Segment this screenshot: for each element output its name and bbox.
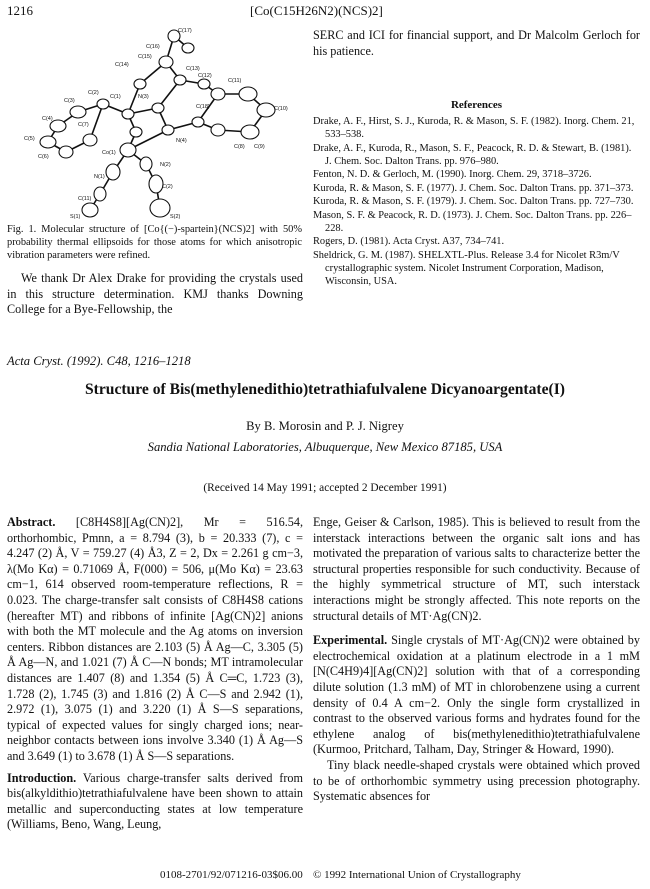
atom-label: C(10): [274, 106, 288, 112]
atom-label: S(2): [170, 214, 181, 220]
atom-label: N(3): [138, 94, 149, 100]
molecular-structure-figure: [18, 22, 308, 222]
figure-caption-text: Fig. 1. Molecular structure of [Co{(−)-spartein}(NCS)2] with 50% probability thermal ellipsoids for those atoms for which anisotropic vibration parameters were refined.: [7, 224, 302, 261]
atom-label: C(1): [110, 94, 121, 100]
introduction-text: Various charge-transfer salts derived from bis(alkyldithio)tetrathiafulvalene have been shown to attain metallic and superconducting states at low temperature (Williams, Beno, Wang, Leung,: [7, 770, 303, 832]
experimental-label: Experimental.: [313, 633, 388, 648]
atom-label: C(5): [24, 136, 35, 142]
reference-item: Drake, A. F., Kuroda, R., Mason, S. F., Peacock, R. D. & Stewart, B. (1981). J. Chem. Soc. Dalton Trans. pp. 976–980.: [313, 142, 632, 167]
acknowledgements-left: We thank Dr Alex Drake for providing the crystals used in this structure determination. KMJ thanks Downing College for a Bye-Fellowship, the: [7, 271, 303, 317]
atom-label: C(8): [234, 144, 245, 150]
atom-label: C(7): [78, 122, 89, 128]
acknowledgements-right: SERC and ICI for financial support, and Dr Malcolm Gerloch for his patience.: [313, 28, 640, 58]
atom-label: C(3): [64, 98, 75, 104]
atom-label: N(4): [176, 138, 187, 144]
atom-label: C(11): [228, 78, 242, 84]
right-column-body: [313, 515, 640, 805]
experimental-paragraph-2: Tiny black needle-shaped crystals were obtained which proved to be of orthorhombic symmetry using precession photography. Systematic absences for: [313, 757, 640, 804]
atom-label: C(15): [138, 54, 152, 60]
reference-item: Mason, S. F. & Peacock, R. D. (1973). J. Chem. Soc. Dalton Trans. pp. 226–228.: [313, 209, 632, 234]
abstract-label: Abstract.: [7, 515, 56, 529]
abstract-section: [7, 515, 303, 833]
experimental-section: [313, 633, 640, 758]
footer-code: 0108-2701/92/071216-03$06.00: [160, 869, 303, 881]
atom-label: C(2): [88, 90, 99, 96]
atom-label: N(1): [94, 174, 105, 180]
footer-copyright: © 1992 International Union of Crystallography: [313, 869, 521, 881]
article-authors: By B. Morosin and P. J. Nigrey: [246, 419, 404, 433]
introduction-label: Introduction.: [7, 770, 77, 785]
reference-item: Kuroda, R. & Mason, S. F. (1979). J. Chem. Soc. Dalton Trans. pp. 727–730.: [313, 196, 634, 207]
article-citation: Acta Cryst. (1992). C48, 1216–1218: [7, 354, 191, 368]
atom-label: C(2): [162, 184, 173, 190]
running-title: [Co(C15H26N2)(NCS)2]: [250, 3, 383, 18]
references-heading: References: [450, 99, 503, 111]
atom-label: C(13): [186, 66, 200, 72]
article-affiliation: Sandia National Laboratories, Albuquerque, New Mexico 87185, USA: [147, 440, 503, 454]
atom-label: C(4): [42, 116, 53, 122]
reference-item: Fenton, N. D. & Gerloch, M. (1990). Inorg. Chem. 29, 3718–3726.: [313, 169, 592, 180]
atom-label: S(1): [70, 214, 81, 220]
atom-label: C(18): [196, 104, 210, 110]
figure-caption: [7, 224, 302, 262]
reference-item: Sheldrick, G. M. (1987). SHELXTL-Plus. Release 3.4 for Nicolet R3m/V crystallographic system. Nicolet Instrument Corporation, Madison, Wisconsin, USA.: [313, 249, 620, 287]
atom-label: C(9): [254, 144, 265, 150]
introduction-continued: Enge, Geiser & Carlson, 1985). This is believed to result from the interstack interactions between the organic salt ions and has motivated the preparation of various salts to characterize better the structural properties responsible for such conductivity. Because of the highly symmetrical structure of MT, such interstack interactions might be strongly affected. This note reports on the structural details of MT·Ag(CN)2.: [313, 515, 640, 623]
reference-item: Rogers, D. (1981). Acta Cryst. A37, 734–741.: [313, 236, 505, 247]
ortep-drawing: [18, 22, 308, 222]
experimental-text: Single crystals of MT·Ag(CN)2 were obtained by electrochemical oxidation at a platinum electrode in a 1 mM [N(C4H9)4][Ag(CN)2] solution with that of a corresponding dilute solution (1.3 mM) of MT in chlorobenzene using a current density of 0.4 A cm−2. Only the single form crystallized in contrast to the observed various forms and hydrates found for the ethylene analog of bis(methylenedithio)tetrathiafulvalene (Kurmoo, Pritchard, Talham, Day, Stringer & Howard, 1990).: [313, 633, 640, 757]
article-title: Structure of Bis(methylenedithio)tetrathiafulvalene Dicyanoargentate(I): [84, 381, 565, 398]
atom-label: C(12): [198, 73, 212, 79]
references-list: [313, 115, 640, 288]
atom-label: C(11): [78, 196, 92, 202]
introduction-section: [7, 771, 303, 833]
abstract-text: [C8H4S8][Ag(CN)2], Mr = 516.54, orthorhombic, Pmnn, a = 8.794 (3), b = 20.333 (7), c = 4.247 (2) Å, V = 759.27 (4) Å3, Z = 2, Dx = 2.261 g cm−3, λ(Mo Kα) = 0.71069 Å, F(000) = 506, μ(Mo Kα) = 23.63 cm−1, 614 observed room-temperature reflections, R = 0.023. The charge-transfer salt consists of C8H4S8 cations (hereafter MT) and ribbons of infinite [Ag(CN)2] anions with both the MT molecule and the Ag atoms on inversion centers. Ribbon distances are 2.103 (5) Å Ag—C, 3.305 (5) Å Ag—N, and 1.021 (7) Å C—N bonds; MT intramolecular distances are 1.407 (8) and 1.354 (5) Å C═C, 1.723 (3), 1.728 (2), 1.745 (3) and 1.816 (2) Å C—S and 2.942 (1), 2.972 (1), 3.075 (1) and 3.220 (1) Å S—S separations, typical of expected values for singly charged ions; near-neighbor contacts between ions involve 3.340 (1) Å Ag—S and 3.649 (1) to 3.678 (1) Å S—S separations.: [7, 515, 304, 763]
reference-item: Kuroda, R. & Mason, S. F. (1977). J. Chem. Soc. Dalton Trans. pp. 371–373.: [313, 182, 634, 194]
atom-label: C(6): [38, 154, 49, 160]
atom-label: C(17): [178, 28, 192, 34]
page-number: 1216: [7, 3, 33, 18]
atom-label: C(14): [115, 62, 129, 68]
atom-label: C(16): [146, 44, 160, 50]
reference-item: Drake, A. F., Hirst, S. J., Kuroda, R. & Mason, S. F. (1982). Inorg. Chem. 21, 533–538.: [313, 116, 635, 140]
atom-label: N(2): [160, 162, 171, 168]
atom-label: Co(1): [102, 150, 116, 156]
article-received: (Received 14 May 1991; accepted 2 December 1991): [203, 482, 447, 494]
